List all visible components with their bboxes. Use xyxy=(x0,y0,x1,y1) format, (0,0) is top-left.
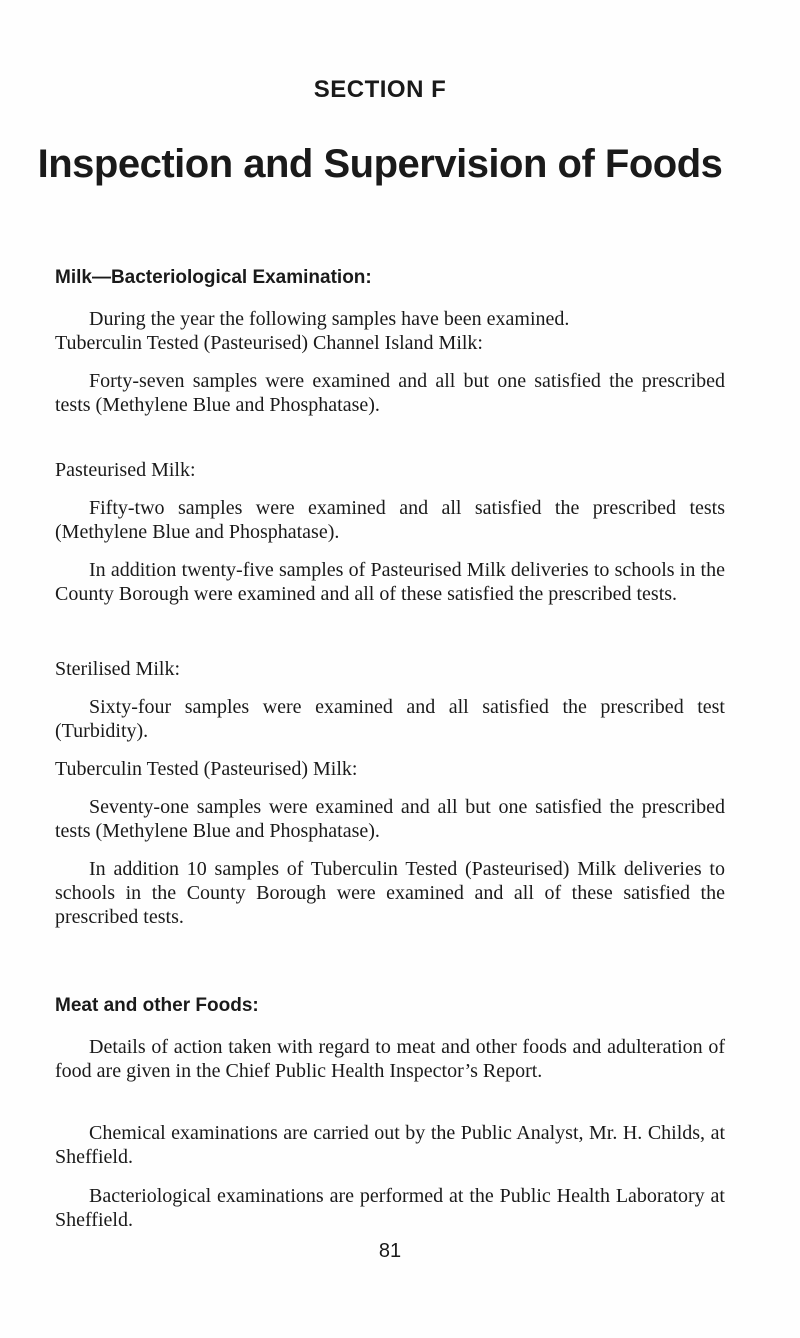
pasteurised-heading: Pasteurised Milk: xyxy=(55,459,196,481)
sterilised-heading: Sterilised Milk: xyxy=(55,658,180,680)
pasteurised-paragraph: Fifty-two samples were examined and all satisfied the prescribed tests (Methylene Blue and Phosphatase). xyxy=(55,497,725,543)
pasteurised-addition-paragraph: In addition twenty-five samples of Pasteurised Milk deliveries to schools in the County Borough were examined and all of these satisfied the prescribed tests. xyxy=(55,559,725,605)
sterilised-paragraph: Sixty-four samples were examined and all satisfied the prescribed test (Turbidity). xyxy=(55,696,725,742)
page-title: Inspection and Supervision of Foods xyxy=(37,142,723,186)
bacteriological-paragraph: Bacteriological examinations are performed at the Public Health Laboratory at Sheffield. xyxy=(55,1185,725,1231)
tt-channel-heading: Tuberculin Tested (Pasteurised) Channel Island Milk: xyxy=(55,332,483,354)
meat-heading: Meat and other Foods: xyxy=(55,995,259,1016)
tt-channel-paragraph: Forty-seven samples were examined and all but one satisfied the prescribed tests (Methylene Blue and Phosphatase). xyxy=(55,370,725,416)
milk-heading: Milk—Bacteriological Examination: xyxy=(55,267,372,288)
section-label: SECTION F xyxy=(313,76,447,103)
tt-heading: Tuberculin Tested (Pasteurised) Milk: xyxy=(55,758,358,780)
chemical-paragraph: Chemical examinations are carried out by the Public Analyst, Mr. H. Childs, at Sheffield. xyxy=(55,1122,725,1168)
meat-details-paragraph: Details of action taken with regard to meat and other foods and adulteration of food are given in the Chief Public Health Inspector’s Report. xyxy=(55,1036,725,1082)
page-number: 81 xyxy=(378,1240,402,1262)
tt-paragraph: Seventy-one samples were examined and all but one satisfied the prescribed tests (Methylene Blue and Phosphatase). xyxy=(55,796,725,842)
tt-addition-paragraph: In addition 10 samples of Tuberculin Tested (Pasteurised) Milk deliveries to schools in the County Borough were examined and all of these satisfied the prescribed tests. xyxy=(55,858,725,928)
milk-intro: During the year the following samples have been examined. xyxy=(89,308,570,330)
